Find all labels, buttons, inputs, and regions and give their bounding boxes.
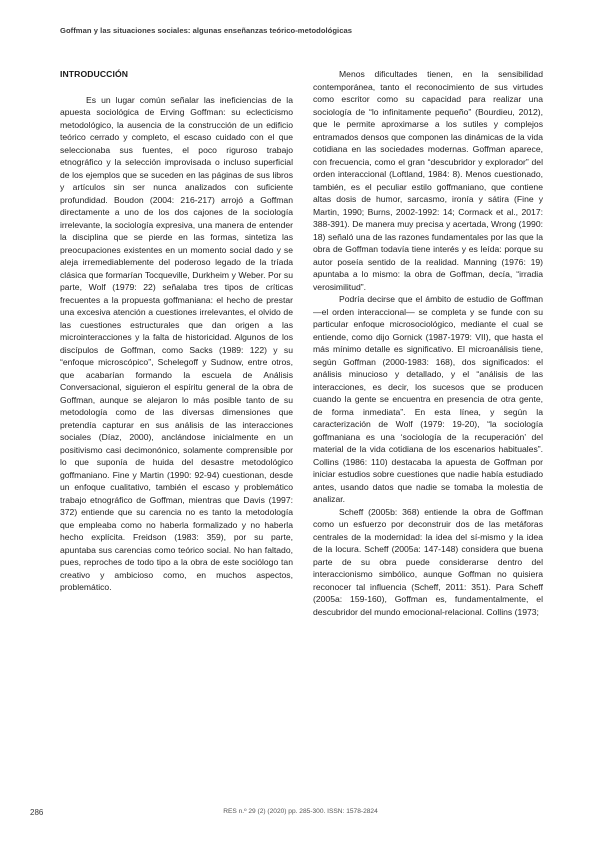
paragraph-right-1: Menos dificultades tienen, en la sensibilidad contemporánea, tanto el reconocimiento de sus virtudes como escritor como su capacidad para realizar una sociología de “lo infinitamente pequeño” (Bourdieu, 2012), que le permite aproximarse a los sutiles y complejos entramados densos que componen las dinámicas de la vida cotidiana en las sociedades modernas. Goffman aparece, con frecuencia, como el gran “descubridor y explorador” del orden interaccional (Loftland, 1984: 8). Menos cuestionado, también, es el peculiar estilo goffmaniano, que contiene altas dosis de humor, sarcasmo, ironía y sátira (Fine y Martin, 1990; Burns, 2002-1992: 14; Cormack et al., 2017: 388-391). De manera muy precisa y acertada, Wrong (1990: 18) señaló una de las razones fundamentales por las que la obra de Goffman todavía tiene interés y es leída: porque su autor poseía sentido de la realidad. Manning (1976: 19) apuntaba a lo mismo: la obra de Goffman, decía, “irradia verosimilitud”. <box>313 69 543 292</box>
section-title: INTRODUCCIÓN <box>60 69 129 79</box>
journal-citation: RES n.º 29 (2) (2020) pp. 285-300. ISSN: 1578-2824 <box>223 808 378 815</box>
right-column <box>313 68 543 618</box>
page-number: 286 <box>30 808 44 817</box>
paragraph-left-1: Es un lugar común señalar las ineficiencias de la apuesta sociológica de Erving Goffman: su eclecticismo metodológico, la ausencia de la construcción de un edificio teórico cerrado y completo, el escaso cuidado con el que seleccionaba sus fuentes, el poco riguroso trabajo etnográfico y la selección improvisada o incluso superficial de los ejemplos que se suceden en las páginas de sus libros y artículos sin ser nunca analizados con suficiente profundidad. Boudon (2004: 216-217) arrojó a Goffman directamente a uno de los dos cajones de la sociología irrelevante, la sociología expresiva, una manera de entender la disciplina que se pierde en las formas, sintetiza las preocupaciones existentes en un momento social dado y se aleja irremediablemente del poderoso legado de la tríada clásica que formarían Tocqueville, Durkheim y Weber. Por su parte, Wolf (1979: 22) señalaba tres tipos de críticas frecuentes a la propuesta goffmaniana: el hecho de prestar una excesiva atención a cuestiones irrelevantes, el olvido de las cuestiones estructurales que dan origen a las microinteracciones y la falta de historicidad. Algunos de los discípulos de Goffman, como Sacks (1989: 122) y su “enfoque microscópico”, Schelegoff y Sudnow, entre otros, que acabarían formando la escuela de Análisis Conversacional, siguieron el espíritu general de la obra de Goffman, aunque se alejaron lo más posible tanto de su metodología como de las diversas dimensiones que pretendía capturar en sus análisis de las interacciones sociales (Díaz, 2000), anclándose inicialmente en un positivismo casi decimonónico, solamente comprensible por lo que suponía de huida del desastre metodológico goffmaniano. Fine y Martin (1990: 92-94) cuestionan, desde un enfoque cualitativo, también el escaso y problemático trabajo etnográfico de Goffman, mientras que Davis (1997: 372) entiende que su carencia no es tanto la metodología que empleaba como no haberla formalizado y no haberla hecho explícita. Freidson (1983: 359), por su parte, apuntaba sus carencias como teórico social. No han faltado, pues, reproches de todo tipo a la obra de este sociólogo tan creativo y ambicioso como, en muchos aspectos, problemático. <box>60 94 293 592</box>
running-header: Goffman y las situaciones sociales: algunas enseñanzas teórico-metodológicas <box>60 26 353 35</box>
paragraph-right-3: Scheff (2005b: 368) entiende la obra de Goffman como un esfuerzo por deconstruir dos de las metáforas centrales de la modernidad: la idea del sí-mismo y la idea de la locura. Scheff (2005a: 147-148) considera que buena parte de su obra puede considerarse dentro del interaccionismo simbólico, aunque Goffman no quisiera reconocer tal influencia (Scheff, 2011: 351). Para Scheff (2005a: 159-160), Goffman es, fundamentalmente, el descubridor del mundo emocional-relacional. Collins (1973; <box>313 506 543 617</box>
paragraph-right-2: Podría decirse que el ámbito de estudio de Goffman —el orden interaccional— se completa y se funde con su particular enfoque microsociológico, mediante el cual se entiende, como dijo Gornick (1987-1979: VII), que hasta el más mínimo detalle es significativo. El microanálisis tiene, según Goffman (2000-1983: 168), dos significados: el análisis minucioso y detallado, y el “análisis de las interacciones, es decir, los sucesos que se producen cuando la gente se encuentra en presencia de otra gente, de forma inmediata”. En esta línea, y según la caracterización de Wolf (1979: 19-20), “la sociología goffmaniana es una ‘sociología de la recuperación’ del material de la vida cotidiana de los escenarios habituales”. Collins (1986: 110) destacaba la apuesta de Goffman por iniciar estudios sobre cuestiones que nadie había estudiado antes, usando datos que nadie se tomaba la molestia de analizar. <box>313 294 543 504</box>
left-column <box>60 68 293 594</box>
